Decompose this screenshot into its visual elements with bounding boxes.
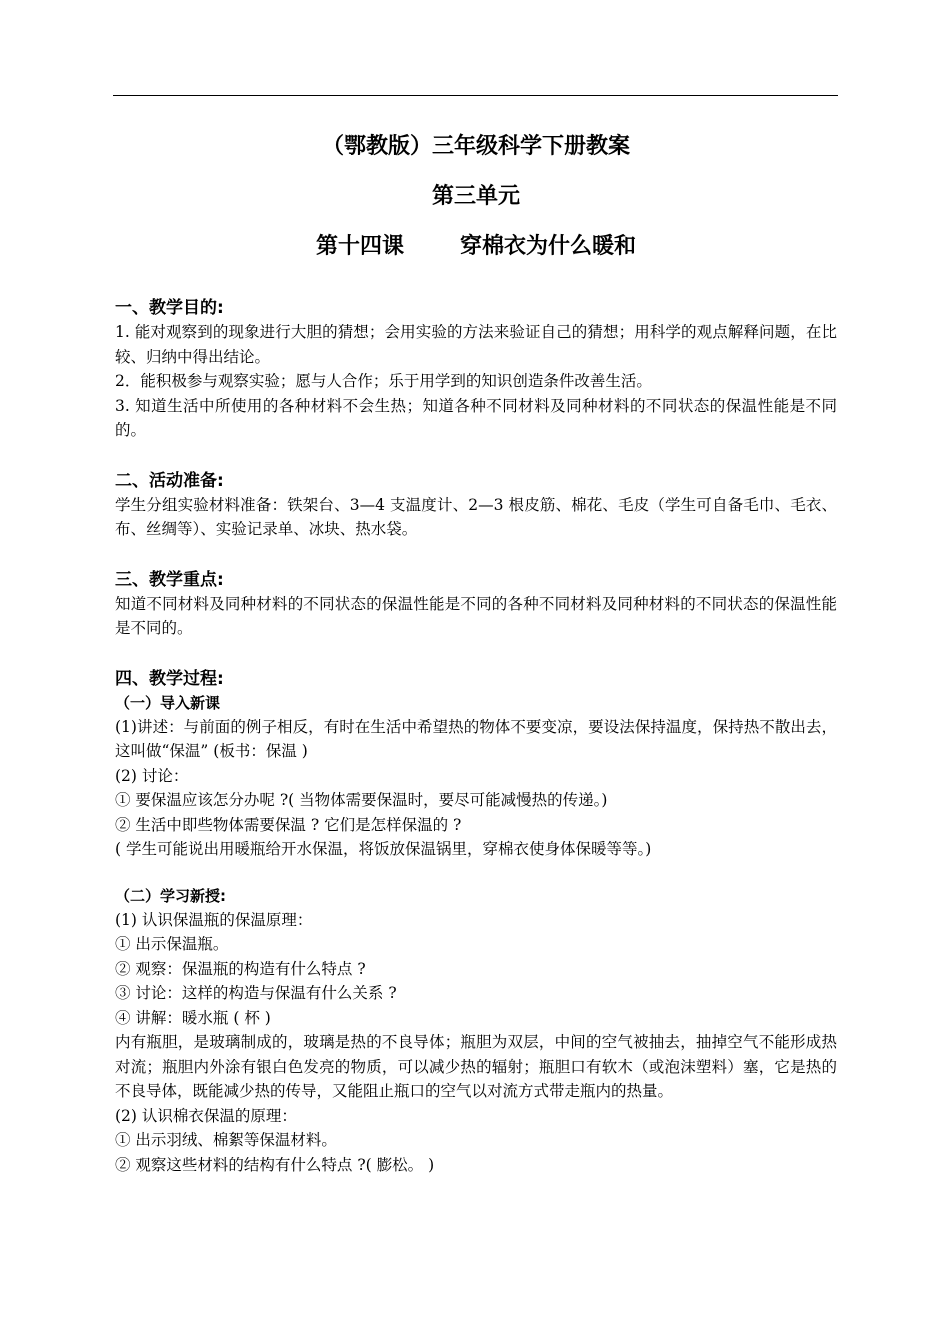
process-line: (2) 认识棉衣保温的原理： xyxy=(115,1106,297,1125)
document-title: （鄂教版）三年级科学下册教案 xyxy=(321,134,630,159)
section-heading-process: 四、教学过程: xyxy=(115,668,224,689)
section-heading-preparation: 二、活动准备: xyxy=(115,470,224,491)
objective-item: 3. 知道生活中所使用的各种材料不会生热；知道各种不同材料及同种材料的不同状态的保温性能是不同的。 xyxy=(115,396,837,439)
process-line: ( 学生可能说出用暖瓶给开水保温，将饭放保温锅里，穿棉衣使身体保暖等等。) xyxy=(115,840,652,858)
process-line: (1) 认识保温瓶的保温原理： xyxy=(115,910,313,929)
lesson-title xyxy=(115,232,837,262)
process-line: ④ 讲解：暖水瓶 ( 杯 ) xyxy=(115,1008,271,1027)
process-line: ① 出示羽绒、棉絮等保温材料。 xyxy=(115,1131,337,1149)
process-line: (1)讲述：与前面的例子相反，有时在生活中希望热的物体不要变凉，要设法保持温度，保持热不散出去，这叫做“保温” (板书：保温 ) xyxy=(115,717,837,760)
objective-item: 2．能积极参与观察实验；愿与人合作；乐于用学到的知识创造条件改善生活。 xyxy=(115,372,652,390)
header-rule xyxy=(113,95,838,96)
section-heading-objectives: 一、教学目的: xyxy=(115,298,224,318)
process-line: ② 观察这些材料的结构有什么特点 ?( 膨松。 ) xyxy=(115,1155,435,1174)
lesson-number: 第十四课 xyxy=(315,234,404,259)
process-line: (2) 讨论： xyxy=(115,766,189,785)
process-line: ② 观察：保温瓶的构造有什么特点 ? xyxy=(115,959,366,978)
section-heading-key-points: 三、教学重点: xyxy=(115,569,224,590)
process-paragraph: 内有瓶胆，是玻璃制成的，玻璃是热的不良导体；瓶胆为双层，中间的空气被抽去，抽掉空气不能形成热对流；瓶胆内外涂有银白色发亮的物质，可以减少热的辐射；瓶胆口有软木（或泡沫塑料）塞，它是热的不良导体，既能减少热的传导，又能阻止瓶口的空气以对流方式带走瓶内的热量。 xyxy=(115,1033,837,1100)
document-body xyxy=(115,130,837,1177)
process-line: ① 出示保温瓶。 xyxy=(115,935,229,953)
subsection-heading-intro: （一）导入新课 xyxy=(115,693,221,712)
key-points-text: 知道不同材料及同种材料的不同状态的保温性能是不同的各种不同材料及同种材料的不同状态的保温性能是不同的。 xyxy=(115,594,837,637)
process-line: ③ 讨论：这样的构造与保温有什么关系 ? xyxy=(115,984,397,1002)
lesson-name: 穿棉衣为什么暖和 xyxy=(460,234,637,259)
objective-item: 1. 能对观察到的现象进行大胆的猜想；会用实验的方法来验证自己的猜想；用科学的观点解释问题，在比较、归纳中得出结论。 xyxy=(115,323,837,366)
process-line: ② 生活中即些物体需要保温 ? 它们是怎样保温的 ? xyxy=(115,815,462,834)
preparation-text: 学生分组实验材料准备：铁架台、3—4 支温度计、2—3 根皮筋、棉花、毛皮（学生可自备毛巾、毛衣、布、丝绸等）、实验记录单、冰块、热水袋。 xyxy=(115,495,837,538)
subsection-heading-new-lesson: （二）学习新授: xyxy=(115,886,226,905)
unit-title: 第三单元 xyxy=(431,184,520,209)
process-line: ① 要保温应该怎分办呢 ?( 当物体需要保温时，要尽可能减慢热的传递。) xyxy=(115,791,608,809)
